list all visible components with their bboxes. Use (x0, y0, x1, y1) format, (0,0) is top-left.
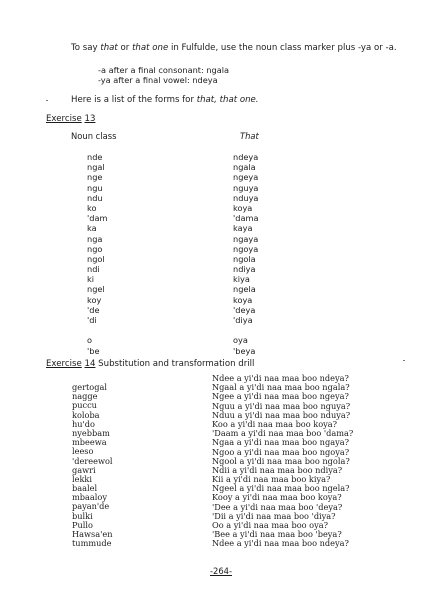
drill-cue-item: puccu (72, 400, 97, 411)
drill-sentence-item: 'Dii a yi'di naa maa boo 'diya? (212, 510, 336, 521)
intro-text-end: in Fulfulde, use the noun class marker plus -ya or -a. (168, 43, 397, 53)
that-form-item: ngoya (233, 243, 259, 254)
list-gap (87, 325, 107, 335)
drill-cue-item: mbaaloy (72, 492, 107, 503)
that-form-item: ngela (233, 284, 256, 295)
drill-sentence-item: Ndee a yi'di naa maa boo ndeya? (212, 373, 349, 383)
drill-sentence-item: Koo a yi'di naa maa boo koya? (212, 418, 338, 429)
rule-vowel: -ya after a final vowel: ndeya (98, 75, 218, 85)
that-form-item: ngala (233, 162, 256, 173)
that-form-item: ndeya (233, 152, 259, 162)
noun-class-item: 'de (87, 304, 100, 315)
that-form-item: 'dama (233, 213, 259, 224)
drill-sentence-item: Ngaa a yi'di naa maa boo ngaya? (212, 437, 349, 448)
noun-class-item: ko (87, 202, 97, 213)
that-form-item: nguya (233, 182, 259, 193)
drill-cue-item: bulki (72, 510, 93, 521)
exercise-14-label: Exercise (46, 359, 82, 369)
that-form-item: ngaya (233, 233, 259, 244)
exercise-14-number: 14 (84, 359, 96, 369)
exercise-14-title: Substitution and transformation drill (95, 359, 255, 369)
noun-class-item: ngo (87, 243, 103, 254)
page-number: -264- (210, 566, 233, 576)
list-intro-italic: that, that one. (196, 95, 259, 105)
drill-sentence-item: 'Daam a yi'di naa maa boo 'dama? (212, 428, 354, 439)
noun-class-item: ngu (87, 182, 103, 193)
noun-class-item: ngol (87, 253, 105, 264)
drill-cue-item: 'dereewol (72, 455, 113, 466)
intro-italic-that: that (100, 43, 118, 53)
that-form-item: ngola (233, 253, 256, 264)
intro-italic-that-one: that one (132, 43, 169, 53)
intro-paragraph (71, 43, 397, 53)
drill-cue-column (72, 383, 113, 548)
drill-cue-item: nagge (72, 391, 98, 402)
that-form-column (233, 152, 258, 356)
scan-speck (46, 100, 48, 101)
drill-sentence-column (212, 374, 353, 549)
drill-cue-item: leeso (72, 446, 94, 457)
drill-sentence-item: Nduu a yi'di naa maa boo nduya? (212, 409, 351, 420)
drill-sentence-item: Ndee a yi'di naa maa boo ndeya? (212, 538, 349, 549)
list-gap (233, 325, 258, 335)
drill-sentence-item: Oo a yi'di naa maa boo oya? (212, 520, 328, 530)
list-intro (71, 95, 259, 105)
drill-sentence-item: Ngool a yi'di naa maa boo ngola? (212, 455, 350, 466)
drill-cue-item: lekki (72, 473, 93, 484)
noun-class-item: 'dam (87, 213, 108, 224)
drill-sentence-item: Ndii a yi'di naa maa boo ndiya? (212, 464, 343, 475)
that-form-item: nduya (233, 192, 259, 203)
drill-cue-item: koloba (72, 409, 100, 420)
drill-cue-item: payan'de (72, 501, 110, 512)
that-form-item: koya (233, 294, 253, 305)
header-noun-class: Noun class (71, 131, 117, 141)
noun-class-item: 'be (87, 345, 100, 356)
that-form-item: koya (233, 202, 253, 213)
noun-class-item: ka (87, 223, 97, 234)
that-form-item: 'beya (233, 345, 256, 356)
that-form-item: 'deya (233, 304, 256, 315)
list-intro-text: Here is a list of the forms for (71, 95, 197, 105)
exercise-13-number: 13 (84, 114, 96, 124)
noun-class-item: ngel (87, 284, 105, 295)
that-form-item: oya (233, 335, 248, 346)
drill-sentence-item: 'Bee a yi'di naa maa boo 'beya? (212, 529, 342, 540)
drill-sentence-item: Ngoo a yi'di naa maa boo ngoya? (212, 446, 350, 457)
that-form-item: ndiya (233, 264, 256, 275)
intro-text-or: or (117, 43, 133, 53)
drill-sentence-item: Ngee a yi'di naa maa boo ngeya? (212, 391, 349, 402)
exercise-14-heading (46, 359, 254, 369)
noun-class-column (87, 152, 107, 356)
header-that: That (240, 131, 259, 141)
drill-cue-item: nyebbam (72, 427, 110, 438)
noun-class-item: ngal (87, 162, 105, 173)
drill-cue-item: gawri (72, 464, 96, 475)
noun-class-item: o (87, 335, 93, 346)
drill-sentence-item: 'Dee a yi'di naa maa boo 'deya? (212, 501, 343, 512)
drill-sentence-item: Nguu a yi'di naa maa boo nguya? (212, 400, 351, 411)
drill-sentence-item: Ngeel a yi'di naa maa boo ngela? (212, 483, 350, 494)
intro-text: To say (71, 43, 101, 53)
that-form-item: kaya (233, 223, 253, 234)
rule-consonant: -a after a final consonant: ngala (98, 65, 230, 75)
drill-sentence-item: Kii a yi'di naa maa boo kiya? (212, 474, 331, 485)
exercise-13-heading (46, 114, 95, 124)
exercise-13-label: Exercise (46, 114, 82, 124)
drill-cue-item: baalel (72, 483, 98, 494)
noun-class-item: 'di (87, 315, 97, 325)
noun-class-item: koy (87, 294, 102, 305)
noun-class-item: ki (87, 274, 95, 285)
drill-cue-item: tummude (72, 538, 112, 549)
that-form-item: kiya (233, 274, 250, 285)
that-form-item: ngeya (233, 172, 259, 183)
noun-class-item: nga (87, 233, 103, 244)
drill-cue-item: gertogal (72, 382, 107, 392)
drill-cue-item: mbeewa (72, 437, 107, 448)
that-form-item: 'diya (233, 315, 253, 325)
noun-class-item: nde (87, 152, 103, 162)
noun-class-item: ndu (87, 192, 103, 203)
scan-speck (403, 360, 405, 361)
drill-sentence-item: Ngaal a yi'di naa maa boo ngala? (212, 382, 350, 393)
drill-cue-item: Hawsa'en (72, 529, 113, 539)
noun-class-item: nge (87, 172, 103, 183)
drill-cue-item: hu'do (72, 418, 95, 429)
drill-sentence-item: Kooy a yi'di naa maa boo koya? (212, 492, 342, 503)
noun-class-item: ndi (87, 264, 100, 275)
drill-cue-item: Pullo (72, 519, 93, 530)
